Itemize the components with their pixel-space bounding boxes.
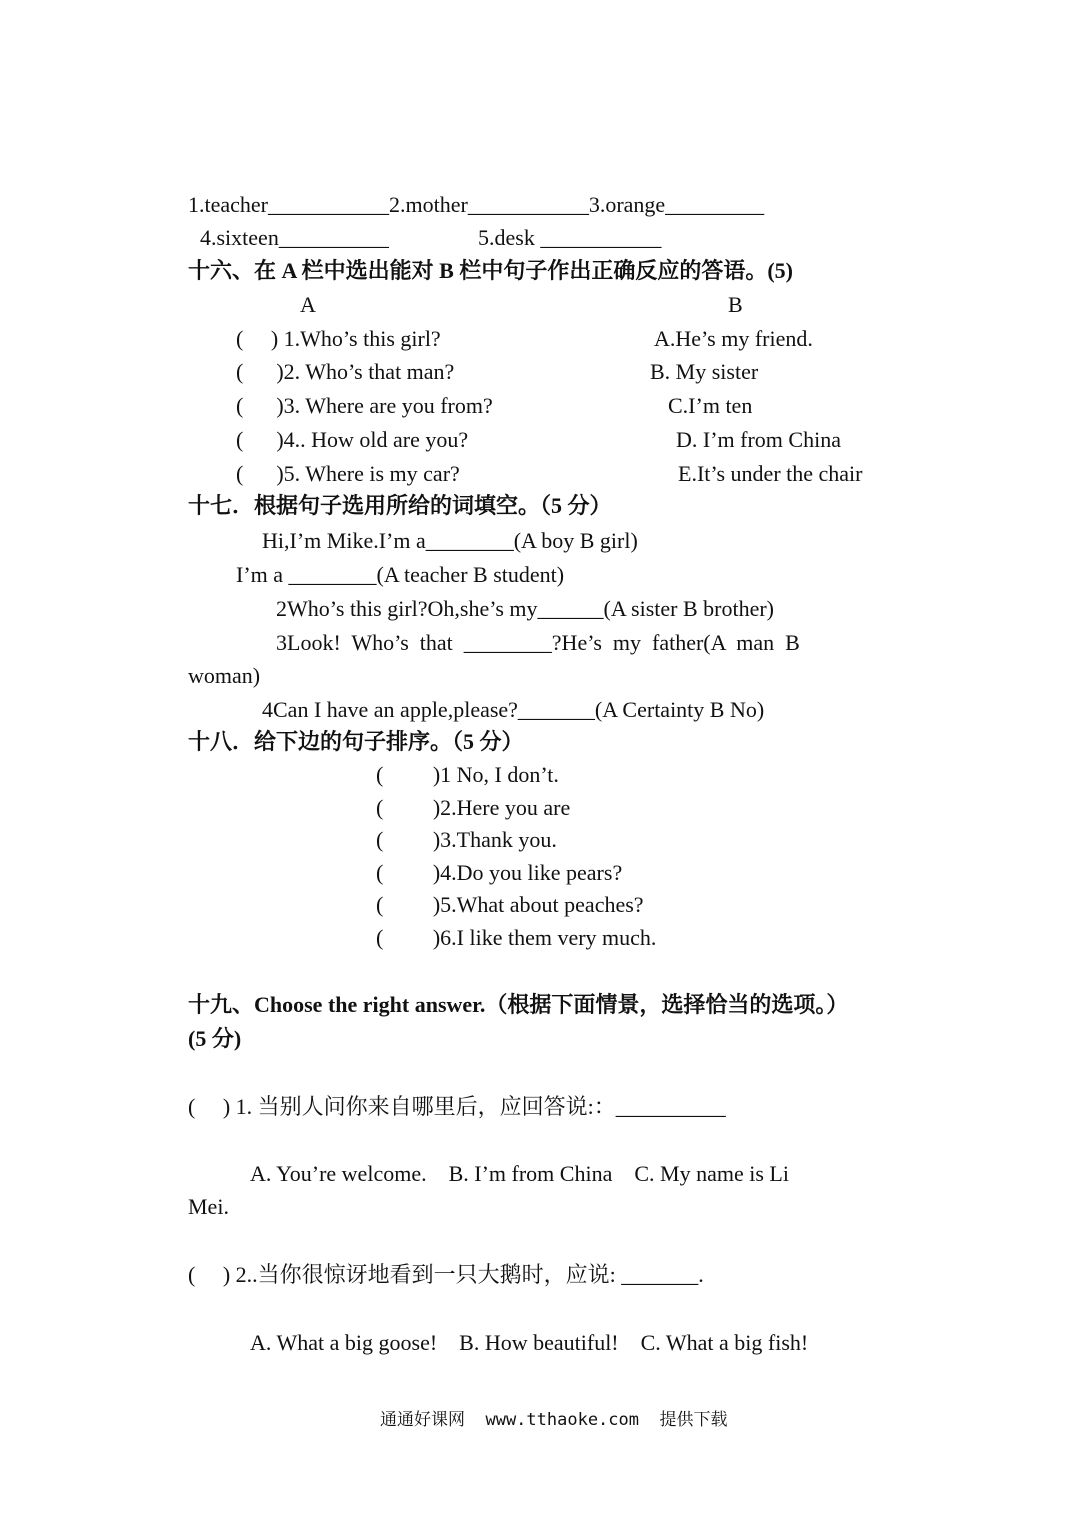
s17-line-3: 2Who’s this girl?Oh,she’s my______(A sister B brother) [276, 596, 775, 621]
s19-q1-options: A. You’re welcome. B. I’m from China C. My name is Li [250, 1161, 789, 1186]
s16-question-3: ( )3. Where are you from? [236, 393, 493, 418]
vocab-row-2b: 5.desk ___________ [478, 225, 662, 250]
s19-q2-options: A. What a big goose! B. How beautiful! C. What a big fish! [250, 1330, 809, 1355]
column-b-label: B [728, 292, 743, 317]
section-19-score: (5 分) [188, 1026, 242, 1051]
s18-item-6: ( )6.I like them very much. [376, 925, 657, 950]
s19-q1-options-cont: Mei. [188, 1194, 229, 1219]
page-footer: 通通好课网 www.tthaoke.com 提供下载 [380, 1410, 728, 1430]
s19-question-1: ( ) 1. 当别人问你来自哪里后，应回答说:：__________ [188, 1094, 726, 1119]
s17-line-5: woman) [188, 663, 261, 688]
vocab-row-2a: 4.sixteen__________ [200, 225, 389, 250]
s18-item-1: ( )1 No, I don’t. [376, 762, 559, 787]
section-17-heading: 十七．根据句子选用所给的词填空。（5 分） [188, 493, 612, 518]
s18-item-4: ( )4.Do you like pears? [376, 860, 623, 885]
section-19-heading: 十九、Choose the right answer.（根据下面情景，选择恰当的选项。） [188, 992, 849, 1017]
s17-line-2: I’m a ________(A teacher B student) [236, 562, 565, 587]
s16-answer-d: D. I’m from China [676, 427, 841, 452]
s18-item-2: ( )2.Here you are [376, 795, 571, 820]
section-18-heading: 十八．给下边的句子排序。（5 分） [188, 729, 524, 754]
s19-question-2: ( ) 2..当你很惊讶地看到一只大鹅时，应说: _______. [188, 1262, 704, 1287]
s16-question-5: ( )5. Where is my car? [236, 461, 460, 486]
s16-answer-b: B. My sister [650, 359, 759, 384]
section-16-heading: 十六、在 A 栏中选出能对 B 栏中句子作出正确反应的答语。(5) [188, 258, 794, 283]
s16-answer-c: C.I’m ten [668, 393, 753, 418]
column-a-label: A [300, 292, 316, 317]
s16-question-2: ( )2. Who’s that man? [236, 359, 455, 384]
s16-answer-e: E.It’s under the chair [678, 461, 863, 486]
s17-line-4: 3Look! Who’s that ________?He’s my father(A man B [276, 630, 800, 655]
s16-question-1: ( ) 1.Who’s this girl? [236, 326, 441, 351]
s17-line-6: 4Can I have an apple,please?_______(A Certainty B No) [262, 697, 765, 722]
s18-item-3: ( )3.Thank you. [376, 827, 557, 852]
s16-question-4: ( )4.. How old are you? [236, 427, 469, 452]
s18-item-5: ( )5.What about peaches? [376, 892, 644, 917]
vocab-row-1: 1.teacher___________2.mother___________3.orange_________ [188, 192, 765, 217]
s16-answer-a: A.He’s my friend. [654, 326, 813, 351]
s17-line-1: Hi,I’m Mike.I’m a________(A boy B girl) [262, 528, 638, 553]
